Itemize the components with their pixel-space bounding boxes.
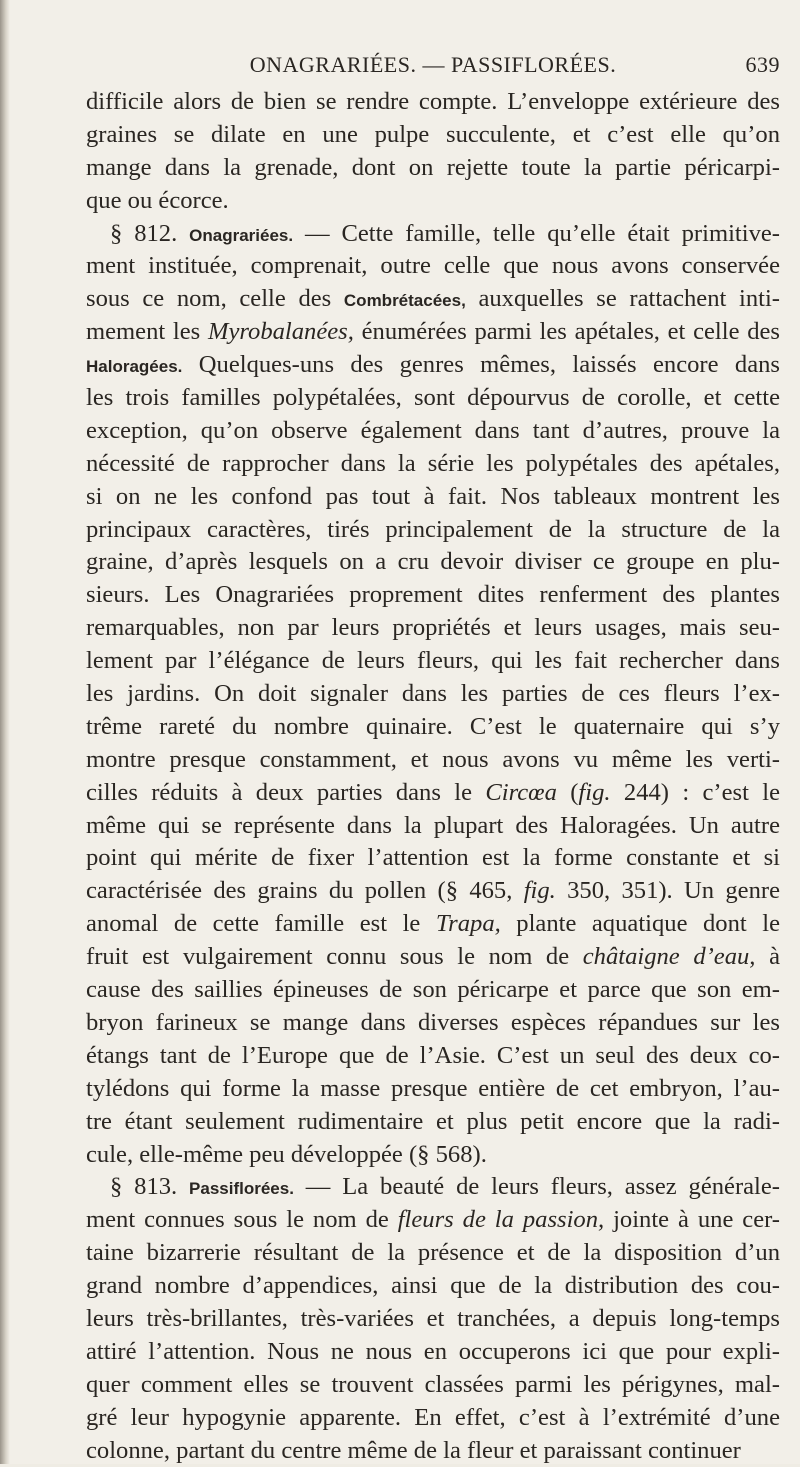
text-run: étangs tant de l’Europe que de l’Asie. C’est un seul des deux co- xyxy=(86,1041,780,1069)
text-run: cule, elle-même peu développée (§ 568). xyxy=(86,1140,487,1168)
text-line xyxy=(86,1139,780,1172)
text-line xyxy=(86,1073,780,1106)
text-line xyxy=(86,514,780,547)
text-run: leurs très-brillantes, très-variées et tranchées, a depuis long-temps xyxy=(86,1304,780,1332)
text-run: attiré l’attention. Nous ne nous en occuperons ici que pour expli- xyxy=(86,1337,780,1365)
text-run: auxquelles se rattachent inti- xyxy=(465,285,780,313)
family-name: Passiflorées. xyxy=(189,1179,294,1199)
text-line xyxy=(86,1171,780,1204)
text-run: bryon farineux se mange dans diverses espèces répandues sur les xyxy=(86,1008,780,1036)
text-run: les trois familles polypétalées, sont dépourvus de corolle, et cette xyxy=(86,384,780,412)
text-run: colonne, partant du centre même de la fleur et paraissant continuer xyxy=(86,1436,741,1464)
text-line xyxy=(86,1204,780,1237)
text-run: tylédons qui forme la masse presque entière de cet embryon, l’au- xyxy=(86,1074,780,1102)
text-line xyxy=(86,744,780,777)
text-run: remarquables, non par leurs propriétés et leurs usages, mais seu- xyxy=(86,614,780,642)
text-line xyxy=(86,546,780,579)
text-line xyxy=(86,1369,780,1402)
text-line xyxy=(86,152,780,185)
text-line xyxy=(86,86,780,119)
text-line xyxy=(86,349,780,382)
italic-term: Circœa xyxy=(485,778,557,806)
text-run: difficile alors de bien se rendre compte. L’enveloppe extérieure des xyxy=(86,88,780,115)
text-run: trême rareté du nombre quinaire. C’est le quaternaire qui s’y xyxy=(86,712,780,740)
text-line xyxy=(86,415,780,448)
text-run: point qui mérite de fixer l’attention est la forme constante et si xyxy=(86,844,780,872)
family-name: Onagrariées. xyxy=(189,225,294,245)
text-line xyxy=(86,119,780,152)
text-run: graines se dilate en une pulpe succulente, et c’est elle qu’on xyxy=(86,120,780,148)
text-line xyxy=(86,974,780,1007)
text-run: 244) : c’est le xyxy=(610,778,781,806)
text-run: que ou écorce. xyxy=(86,186,229,214)
text-line xyxy=(86,1007,780,1040)
text-run: quer comment elles se trouvent classées parmi les périgynes, mal- xyxy=(86,1370,780,1398)
text-run: ment connues sous le nom de xyxy=(86,1206,398,1234)
text-line xyxy=(86,645,780,678)
text-line xyxy=(86,1237,780,1270)
text-line xyxy=(86,218,780,251)
text-run: si on ne les confond pas tout à fait. Nos tableaux montrent les xyxy=(86,482,780,510)
text-run: grand nombre d’appendices, ainsi que de la distribution des cou- xyxy=(86,1272,780,1300)
text-run: mement les xyxy=(86,318,208,346)
text-run: sous ce nom, celle des xyxy=(86,285,344,313)
text-run: cause des saillies épineuses de son péricarpe et parce que son em- xyxy=(86,976,780,1004)
text-run: — Cette famille, telle qu’elle était primitive- xyxy=(293,219,780,247)
text-run: lement par l’élégance de leurs fleurs, qui les fait rechercher dans xyxy=(86,647,780,675)
text-run: — La beauté de leurs fleurs, assez générale- xyxy=(293,1173,780,1201)
italic-term: fleurs de la passion, xyxy=(397,1206,605,1234)
text-run: caractérisée des grains du pollen (§ 465, xyxy=(86,877,524,905)
text-run: fruit est vulgairement connu sous le nom de xyxy=(86,943,583,971)
text-line xyxy=(86,612,780,645)
text-line xyxy=(86,678,780,711)
text-line xyxy=(86,810,780,843)
italic-term: châtaigne d’eau, xyxy=(582,943,756,971)
text-run: exception, qu’on observe également dans tant d’autres, prouve la xyxy=(86,416,780,444)
text-run: ( xyxy=(556,778,579,806)
text-run: même qui se représente dans la plupart des Haloragées. Un autre xyxy=(86,811,780,839)
body-text xyxy=(86,86,780,1467)
text-line xyxy=(86,1270,780,1303)
text-line xyxy=(86,1303,780,1336)
text-run: gré leur hypogynie apparente. En effet, c’est à l’extrémité d’une xyxy=(86,1403,780,1431)
text-line xyxy=(86,711,780,744)
text-run: montre presque constamment, et nous avons vu même les verti- xyxy=(86,745,780,773)
text-run: cilles réduits à deux parties dans le xyxy=(86,778,486,806)
text-run: tre étant seulement rudimentaire et plus petit encore que la radi- xyxy=(86,1107,780,1135)
text-line xyxy=(86,448,780,481)
family-name: Haloragées. xyxy=(86,357,183,377)
italic-term: Myrobalanées, xyxy=(207,318,354,346)
text-run: ment instituée, comprenait, outre celle que nous avons conservée xyxy=(86,252,780,280)
text-line xyxy=(86,1435,780,1467)
text-run: graine, d’après lesquels on a cru devoir diviser ce groupe en plu- xyxy=(86,548,780,576)
text-line xyxy=(86,579,780,612)
text-run: Quelques-uns des genres mêmes, laissés encore dans xyxy=(182,351,780,379)
text-run: sieurs. Les Onagrariées proprement dites renferment des plantes xyxy=(86,581,780,609)
italic-term: fig. xyxy=(523,877,556,905)
text-line xyxy=(86,185,780,218)
text-run: jointe à une cer- xyxy=(604,1206,780,1234)
page-number: 639 xyxy=(745,52,780,77)
text-run: énumérées parmi les apétales, et celle des xyxy=(353,318,780,346)
text-run: § 813. xyxy=(110,1173,190,1201)
text-line xyxy=(86,1336,780,1369)
text-line xyxy=(86,941,780,974)
text-run: principaux caractères, tirés principalement de la structure de la xyxy=(86,515,780,543)
text-line xyxy=(86,283,780,316)
text-run: taine bizarrerie résultant de la présence et de la disposition d’un xyxy=(86,1239,780,1267)
text-run: plante aquatique dont le xyxy=(500,910,780,938)
text-line xyxy=(86,1106,780,1139)
text-line xyxy=(86,382,780,415)
text-run: à xyxy=(755,943,780,971)
running-head-title: ONAGRARIÉES. — PASSIFLORÉES. xyxy=(249,52,617,77)
text-run: anomal de cette famille est le xyxy=(86,910,436,938)
text-line xyxy=(86,875,780,908)
text-line xyxy=(86,316,780,349)
text-line xyxy=(86,908,780,941)
text-run: § 812. xyxy=(110,219,190,247)
text-line xyxy=(86,1040,780,1073)
running-head xyxy=(86,52,780,80)
text-line xyxy=(86,250,780,283)
italic-term: fig. xyxy=(578,778,611,806)
text-line xyxy=(86,1402,780,1435)
page-gutter xyxy=(0,0,10,1464)
text-run: 350, 351). Un genre xyxy=(555,877,780,905)
text-line xyxy=(86,842,780,875)
text-line xyxy=(86,481,780,514)
text-run: mange dans la grenade, dont on rejette toute la partie péricarpi- xyxy=(86,153,780,181)
italic-term: Trapa, xyxy=(435,910,501,938)
text-run: nécessité de rapprocher dans la série les polypétales des apétales, xyxy=(86,449,780,477)
text-run: les jardins. On doit signaler dans les parties de ces fleurs l’ex- xyxy=(86,680,780,708)
text-line xyxy=(86,777,780,810)
family-name: Combrétacées, xyxy=(343,291,466,311)
